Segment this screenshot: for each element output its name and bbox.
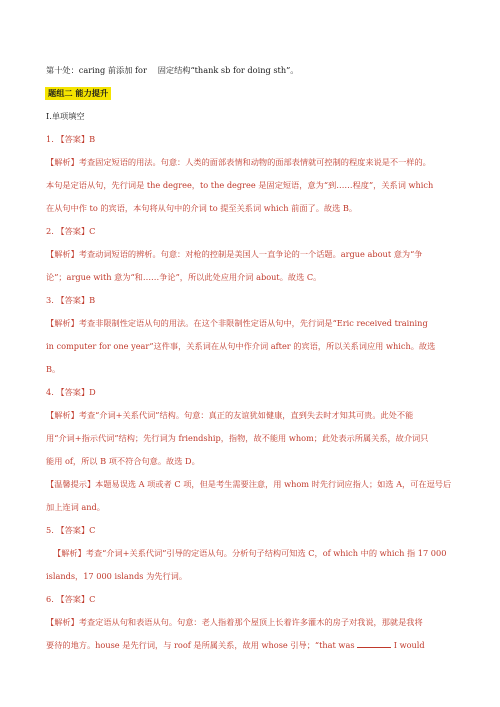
text-line: 第十处：caring 前添加 for 固定结构“thank sb for doing sth”。 [46, 65, 299, 75]
tip-line: 【温馨提示】本题易误选 A 项或者 C 项，但是考生需要注意，用 whom 时先行词应指人；如选 A，可在逗号后 [46, 479, 452, 489]
answer-line: 5. 【答案】C [46, 525, 96, 535]
answer-line: 6. 【答案】C [46, 594, 96, 604]
analysis-line: 【解析】考查动词短语的辨析。句意：对枪的控制是美国人一直争论的一个话题。argue about 意为“争 [46, 249, 423, 259]
analysis-line: 用“介词+指示代词”结构；先行词为 friendship，指物，故不能用 whom；此处表示所属关系，故介词只 [46, 433, 429, 443]
section-subheading: Ⅰ.单项填空 [46, 111, 85, 121]
analysis-line: B。 [46, 364, 61, 374]
analysis-line: 【解析】考查固定短语的用法。句意：人类的面部表情和动物的面部表情就可控制的程度来说是不一样的。 [46, 157, 431, 167]
blank-underline [357, 639, 391, 648]
analysis-line: 论”；argue with 意为“和……争论”，所以此处应用介词 about。故选 C。 [46, 272, 322, 282]
analysis-text: 要待的地方。house 是先行词，与 roof 是所属关系，故用 whose 引导；“that was [46, 640, 355, 650]
analysis-line: 【解析】考查“介词+关系代词”结构。句意：真正的友谊犹如健康，直到失去时才知其可贵。此处不能 [46, 410, 414, 420]
analysis-line: 【解析】考查定语从句和表语从句。句意：老人指着那个屋顶上长着许多灌木的房子对我说，那就是我将 [46, 617, 423, 627]
answer-line: 2. 【答案】C [46, 226, 96, 236]
answer-line: 1. 【答案】B [46, 134, 96, 144]
analysis-line: 能用 of，所以 B 项不符合句意。故选 D。 [46, 456, 200, 466]
analysis-line [46, 639, 425, 651]
analysis-line: 【解析】考查“介词+关系代词”引导的定语从句。分析句子结构可知选 C，of which 中的 which 指 17 000 [53, 548, 447, 558]
answer-line: 4. 【答案】D [46, 387, 96, 397]
analysis-text: I would [393, 640, 425, 650]
analysis-line: 【解析】考查非限制性定语从句的用法。在这个非限制性定语从句中，先行词是“Eric received training [46, 318, 428, 328]
tip-line: 加上连词 and。 [46, 502, 105, 512]
analysis-line: islands，17 000 islands 为先行词。 [46, 571, 188, 581]
analysis-line: in computer for one year”这件事，关系词在从句中作介词 after 的宾语，所以关系词应用 which。故选 [46, 341, 436, 351]
analysis-line: 在从句中作 to 的宾语，本句将从句中的介词 to 提至关系词 which 前面了。故选 B。 [46, 203, 358, 213]
section-heading: 题组二 能力提升 [45, 87, 111, 100]
analysis-line: 本句是定语从句，先行词是 the degree，to the degree 是固定短语，意为“到……程度”，关系词 which [46, 180, 434, 190]
answer-line: 3. 【答案】B [46, 295, 96, 305]
